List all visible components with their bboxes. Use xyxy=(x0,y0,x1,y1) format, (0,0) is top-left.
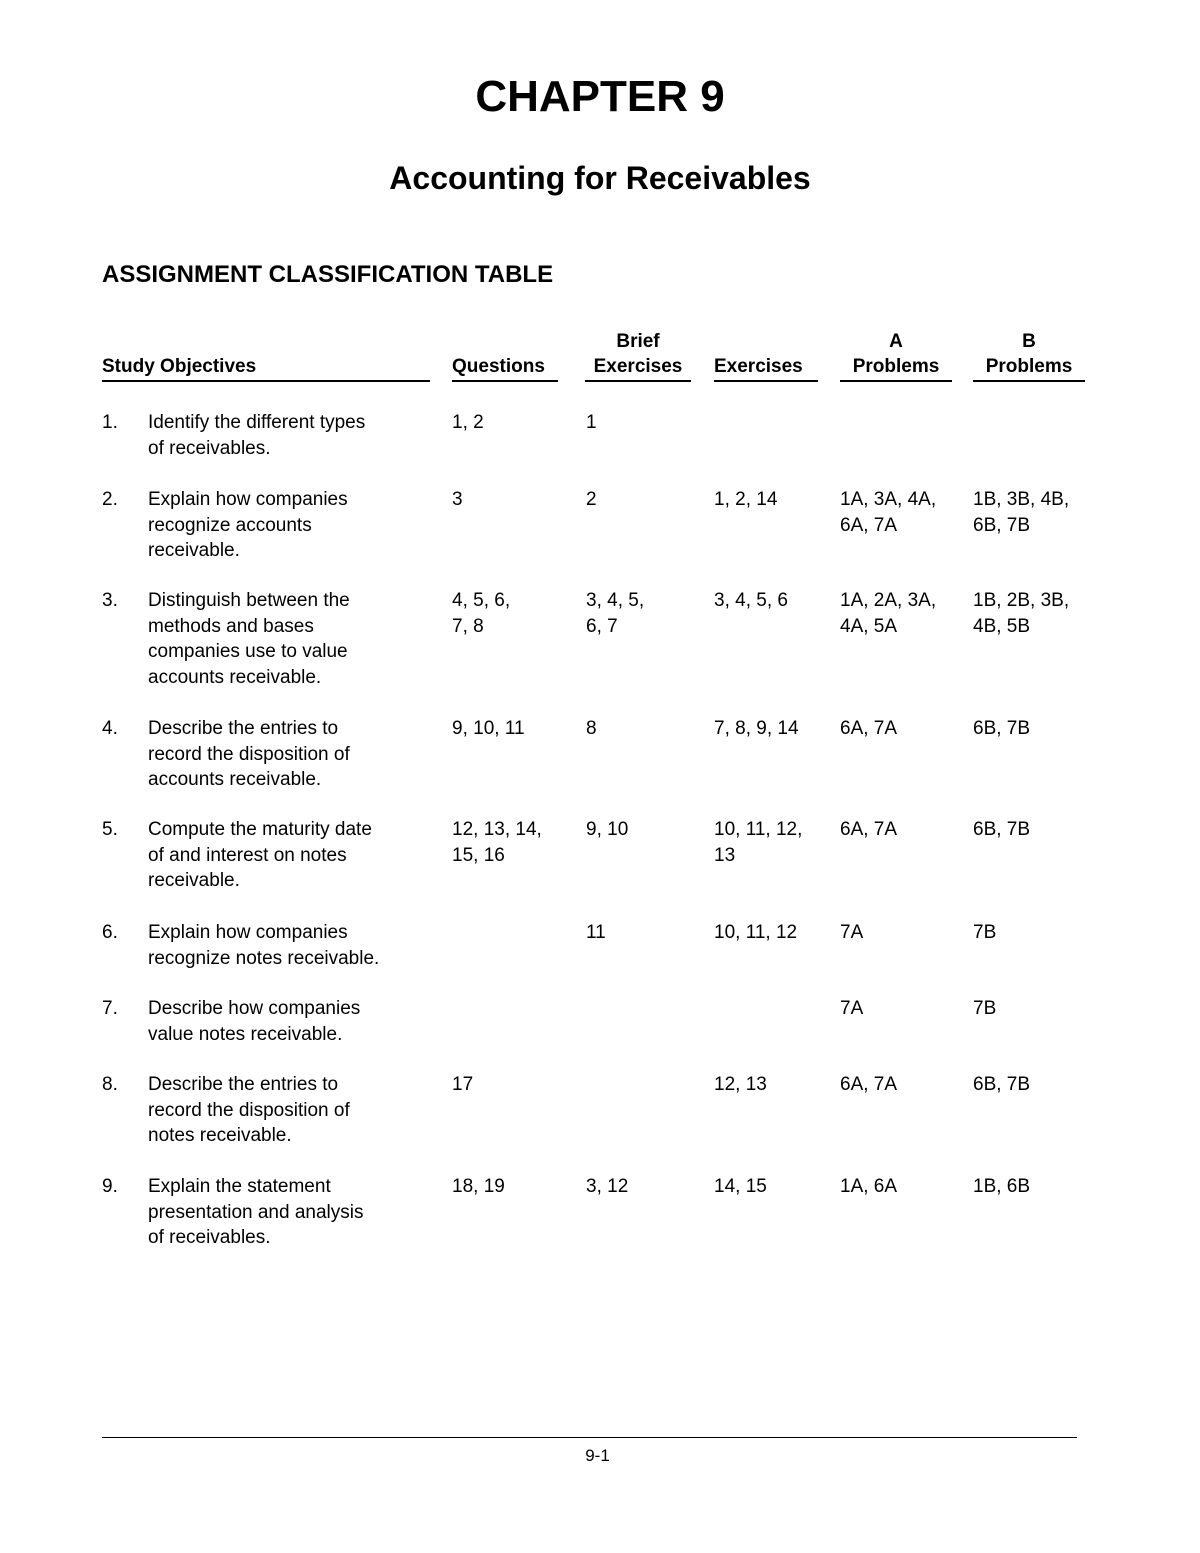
questions-cell: 3 xyxy=(452,489,463,510)
header-exercises-label: Exercises xyxy=(714,356,803,377)
a-problems-cell: 6A, 7A xyxy=(840,718,898,739)
chapter-title: CHAPTER 9 xyxy=(475,72,725,121)
table-row xyxy=(0,588,1200,716)
exercises-cell: 3, 4, 5, 6 xyxy=(714,590,788,611)
footer-divider xyxy=(102,1437,1077,1438)
exercises-cell: 7, 8, 9, 14 xyxy=(714,718,799,739)
b-problems-cell: 7B xyxy=(973,998,997,1019)
brief-exercises-cell: 2 xyxy=(586,489,597,510)
header-brief-exercises xyxy=(585,330,691,382)
a-problems-cell: 1A, 3A, 4A, 6A, 7A xyxy=(840,489,937,536)
objective-text: Explain the statement presentation and analysis of receivables. xyxy=(148,1176,364,1248)
brief-exercises-cell: 8 xyxy=(586,718,597,739)
objective-text: Explain how companies recognize accounts receivable. xyxy=(148,489,348,561)
table-row xyxy=(0,817,1200,920)
brief-exercises-cell: 3, 12 xyxy=(586,1176,629,1197)
b-problems-cell: 1B, 3B, 4B, 6B, 7B xyxy=(973,489,1070,536)
a-problems-cell: 7A xyxy=(840,922,864,943)
brief-exercises-cell: 1 xyxy=(586,412,597,433)
header-b-problems-line1: B xyxy=(1022,331,1036,352)
exercises-cell: 12, 13 xyxy=(714,1074,767,1095)
objective-text: Describe how companies value notes receivable. xyxy=(148,998,361,1045)
header-a-problems xyxy=(840,330,952,382)
header-brief-exercises-line1: Brief xyxy=(616,331,660,352)
header-questions-label: Questions xyxy=(452,356,545,377)
table-row xyxy=(0,487,1200,588)
header-b-problems-line2: Problems xyxy=(985,356,1073,377)
header-a-problems-line1: A xyxy=(889,331,903,352)
a-problems-cell: 7A xyxy=(840,998,864,1019)
exercises-cell: 14, 15 xyxy=(714,1176,767,1197)
objective-text: Compute the maturity date of and interest on notes receivable. xyxy=(148,819,372,891)
objective-number: 7. xyxy=(102,998,118,1019)
b-problems-cell: 7B xyxy=(973,922,997,943)
a-problems-cell: 6A, 7A xyxy=(840,1074,898,1095)
questions-cell: 1, 2 xyxy=(452,412,484,433)
brief-exercises-cell: 9, 10 xyxy=(586,819,629,840)
exercises-cell: 1, 2, 14 xyxy=(714,489,778,510)
table-row xyxy=(0,920,1200,996)
objective-text: Describe the entries to record the disposition of notes receivable. xyxy=(148,1074,350,1146)
objective-number: 4. xyxy=(102,718,118,739)
brief-exercises-cell: 11 xyxy=(586,922,606,943)
objective-text: Explain how companies recognize notes receivable. xyxy=(148,922,380,969)
header-a-problems-line2: Problems xyxy=(852,356,940,377)
a-problems-cell: 1A, 6A xyxy=(840,1176,898,1197)
questions-cell: 12, 13, 14, 15, 16 xyxy=(452,819,542,866)
objective-number: 5. xyxy=(102,819,118,840)
table-row xyxy=(0,716,1200,817)
b-problems-cell: 6B, 7B xyxy=(973,819,1031,840)
objective-text: Describe the entries to record the disposition of accounts receivable. xyxy=(148,718,350,790)
header-b-problems xyxy=(973,330,1085,382)
objective-number: 3. xyxy=(102,590,118,611)
questions-cell: 9, 10, 11 xyxy=(452,718,525,739)
table-row xyxy=(0,996,1200,1072)
page-number: 9-1 xyxy=(585,1446,610,1465)
b-problems-cell: 6B, 7B xyxy=(973,718,1031,739)
brief-exercises-cell: 3, 4, 5, 6, 7 xyxy=(586,590,645,637)
b-problems-cell: 1B, 6B xyxy=(973,1176,1031,1197)
exercises-cell: 10, 11, 12, 13 xyxy=(714,819,803,866)
objective-number: 6. xyxy=(102,922,118,943)
chapter-subtitle: Accounting for Receivables xyxy=(389,160,811,196)
exercises-cell: 10, 11, 12 xyxy=(714,922,798,943)
header-brief-exercises-line2: Exercises xyxy=(593,356,683,377)
objective-number: 2. xyxy=(102,489,118,510)
a-problems-cell: 6A, 7A xyxy=(840,819,898,840)
header-study-objectives-label: Study Objectives xyxy=(102,356,257,377)
objective-number: 1. xyxy=(102,412,118,433)
section-title: ASSIGNMENT CLASSIFICATION TABLE xyxy=(102,261,554,288)
questions-cell: 17 xyxy=(452,1074,474,1095)
objective-text: Identify the different types of receivables. xyxy=(148,412,366,459)
objective-number: 8. xyxy=(102,1074,118,1095)
header-study-objectives xyxy=(102,330,430,382)
questions-cell: 18, 19 xyxy=(452,1176,505,1197)
b-problems-cell: 6B, 7B xyxy=(973,1074,1031,1095)
table-body xyxy=(0,410,1200,1254)
objective-text: Distinguish between the methods and bases companies use to value accounts receivable. xyxy=(148,590,350,688)
questions-cell: 4, 5, 6, 7, 8 xyxy=(452,590,511,637)
header-exercises xyxy=(714,330,818,382)
table-row xyxy=(0,1174,1200,1254)
table-row xyxy=(0,1072,1200,1174)
objective-number: 9. xyxy=(102,1176,118,1197)
a-problems-cell: 1A, 2A, 3A, 4A, 5A xyxy=(840,590,937,637)
table-header xyxy=(0,330,1200,386)
table-row xyxy=(0,410,1200,487)
b-problems-cell: 1B, 2B, 3B, 4B, 5B xyxy=(973,590,1070,637)
header-questions xyxy=(452,330,558,382)
